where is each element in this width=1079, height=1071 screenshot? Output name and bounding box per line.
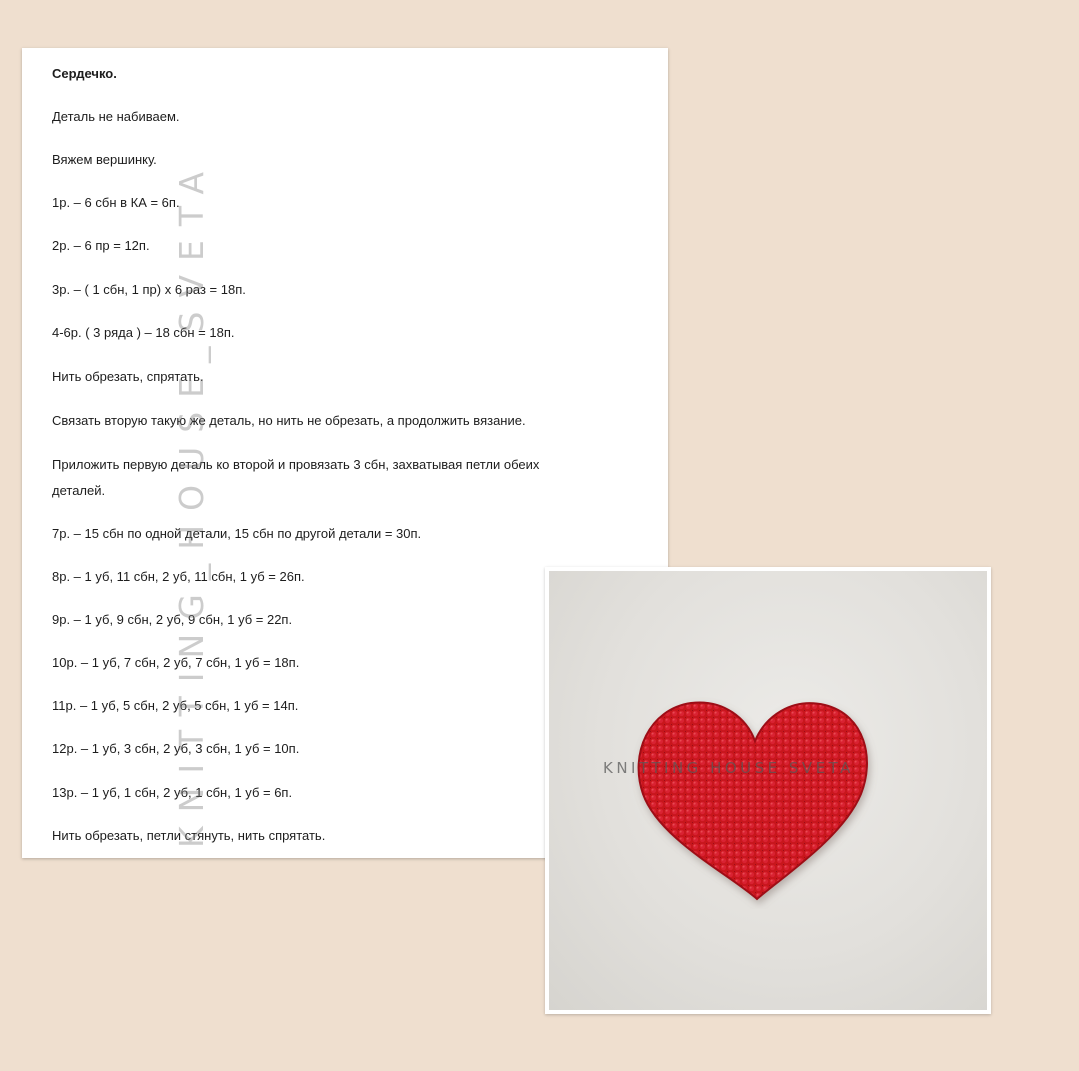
pattern-line: Связать вторую такую же деталь, но нить не обрезать, а продолжить вязание. <box>52 413 526 428</box>
pattern-line: Вяжем вершинку. <box>52 152 157 167</box>
pattern-line: 10р. – 1 уб, 7 сбн, 2 уб, 7 сбн, 1 уб = 18п. <box>52 655 300 670</box>
pattern-line: Нить обрезать, спрятать. <box>52 369 204 384</box>
pattern-line: 3р. – ( 1 сбн, 1 пр) х 6 раз = 18п. <box>52 282 246 297</box>
pattern-line: 4-6р. ( 3 ряда ) – 18 сбн = 18п. <box>52 325 235 340</box>
pattern-line: 9р. – 1 уб, 9 сбн, 2 уб, 9 сбн, 1 уб = 22п. <box>52 612 293 627</box>
photo-background <box>549 571 987 1010</box>
pattern-line: 2р. – 6 пр = 12п. <box>52 238 150 253</box>
pattern-line: Деталь не набиваем. <box>52 109 180 124</box>
heart-photo <box>545 567 991 1014</box>
pattern-line: 11р. – 1 уб, 5 сбн, 2 уб, 5 сбн, 1 уб = 14п. <box>52 698 299 713</box>
pattern-line: 8р. – 1 уб, 11 сбн, 2 уб, 11 сбн, 1 уб = 26п. <box>52 569 305 584</box>
pattern-line: деталей. <box>52 483 106 498</box>
pattern-line: 1р. – 6 сбн в КА = 6п. <box>52 195 180 210</box>
pattern-line: 13р. – 1 уб, 1 сбн, 2 уб, 1 сбн, 1 уб = 6п. <box>52 785 293 800</box>
pattern-line: Приложить первую деталь ко второй и провязать 3 сбн, захватывая петли обеих <box>52 457 540 472</box>
pattern-title: Сердечко. <box>52 66 117 81</box>
pattern-line: Нить обрезать, петли стянуть, нить спрятать. <box>52 828 326 843</box>
pattern-line: 7р. – 15 сбн по одной детали, 15 сбн по другой детали = 30п. <box>52 526 422 541</box>
photo-watermark: KNITTING HOUSE SVETA <box>603 759 854 777</box>
knitted-heart-icon <box>629 689 879 909</box>
vertical-watermark: KNITTING_HOUSE_SVETA <box>172 157 211 848</box>
pattern-line: 12р. – 1 уб, 3 сбн, 2 уб, 3 сбн, 1 уб = 10п. <box>52 741 300 756</box>
